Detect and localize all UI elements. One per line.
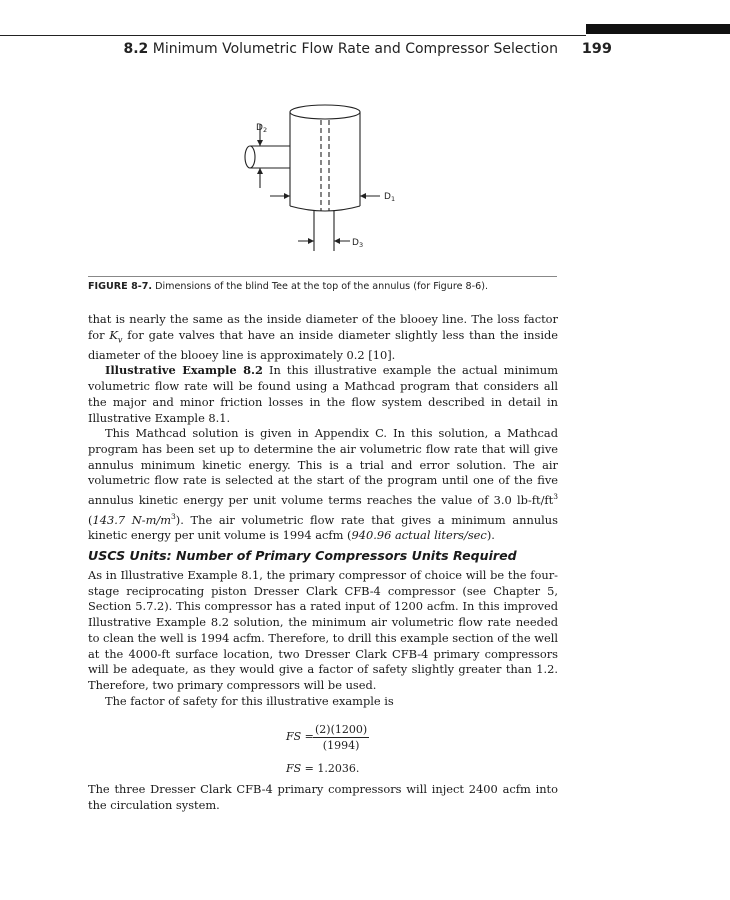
paragraph-2: Illustrative Example 8.2 In this illustrative example the actual minimum volumetric flow rate will be found using a Mathcad program that considers all the major and minor friction losses in the flow system described in detail in Illustrative Example 8.1. — [88, 363, 559, 425]
tee-top-ellipse — [290, 105, 360, 119]
running-title — [124, 41, 559, 57]
caption-text: Dimensions of the blind Tee at the top of the annulus (for Figure 8-6). — [152, 281, 488, 292]
figure-caption — [88, 281, 568, 292]
eq1-denominator: (1994) — [322, 739, 360, 752]
section-number: 8.2 — [123, 41, 149, 57]
side-pipe-end — [245, 146, 255, 168]
header-rule — [0, 35, 586, 36]
section-heading: USCS Units: Number of Primary Compressors Units Required — [88, 548, 517, 563]
body-text-final — [88, 782, 558, 813]
blind-tee-diagram — [228, 96, 428, 266]
section-title: Minimum Volumetric Flow Rate and Compressor Selection — [152, 41, 558, 57]
label-d1: $D_1$ — [384, 192, 396, 203]
d2-arrow-top — [257, 140, 263, 146]
bottom-pipe — [314, 210, 334, 251]
page-number: 199 — [581, 41, 612, 57]
body-text-lower — [88, 568, 558, 709]
paragraph-4: As in Illustrative Example 8.1, the primary compressor of choice will be the four-stage reciprocating piston Dresser Clark CFB-4 compressor (see Chapter 5, Section 5.7.2). This compressor has a rated input of 1200 acfm. In this improved Illustrative Example 8.2 solution, the minimum air volumetric flow rate needed to clean the well is 1994 acfm. Therefore, to drill this example section of the well at the 4000-ft surface location, two Dresser Clark CFB-4 primary compressors will be adequate, as they would give a factor of safety slightly greater than 1.2. Therefore, two primary compressors will be used. — [88, 568, 558, 692]
d2-arrow-bottom — [257, 168, 263, 174]
paragraph-5: The factor of safety for this illustrative example is — [105, 693, 394, 708]
top-black-bar — [586, 24, 730, 34]
example-label: Illustrative Example 8.2 — [105, 363, 263, 378]
eq2: FS = 1.2036. — [286, 762, 360, 775]
eq1-lhs: FS = — [286, 730, 314, 743]
label-d2: $D_2$ — [256, 123, 268, 134]
caption-label: FIGURE 8-7. — [88, 281, 153, 292]
paragraph-6: The three Dresser Clark CFB-4 primary compressors will inject 2400 acfm into the circulation system. — [88, 782, 558, 812]
side-pipe — [250, 146, 290, 168]
eq1-fraction — [313, 723, 369, 752]
tee-bottom-curve — [290, 206, 360, 211]
figure-rule — [88, 276, 557, 277]
d1-arrow-left — [284, 193, 290, 199]
eq1-numerator: (2)(1200) — [315, 723, 368, 736]
label-d3: $D_3$ — [352, 238, 364, 249]
body-text-upper — [88, 312, 558, 544]
paragraph-3: This Mathcad solution is given in Appendix C. In this solution, a Mathcad program has been set up to determine the air volumetric flow rate that will give annulus minimum kinetic energy. This is a trial and error solution. The air volumetric flow rate is selected at the start of the program until one of the five annulus kinetic energy per unit volume terms reaches the value of 3.0 $lb-ft/ft^3$ (143.7 $N-m/m^3$). The air volumetric flow rate that gives a minimum annulus kinetic energy per unit volume is 1994 acfm (940.96 actual liters/sec). — [88, 426, 558, 543]
d3-arrow-left — [308, 238, 314, 244]
d1-arrow-right — [360, 193, 366, 199]
running-header — [0, 41, 612, 59]
paragraph-1: that is nearly the same as the inside diameter of the blooey line. The loss factor for $K_v$ for gate valves that have an inside diameter slightly less than the inside diameter of the blooey line is approximately 0.2 [10]. — [88, 312, 558, 362]
d3-arrow-right — [334, 238, 340, 244]
